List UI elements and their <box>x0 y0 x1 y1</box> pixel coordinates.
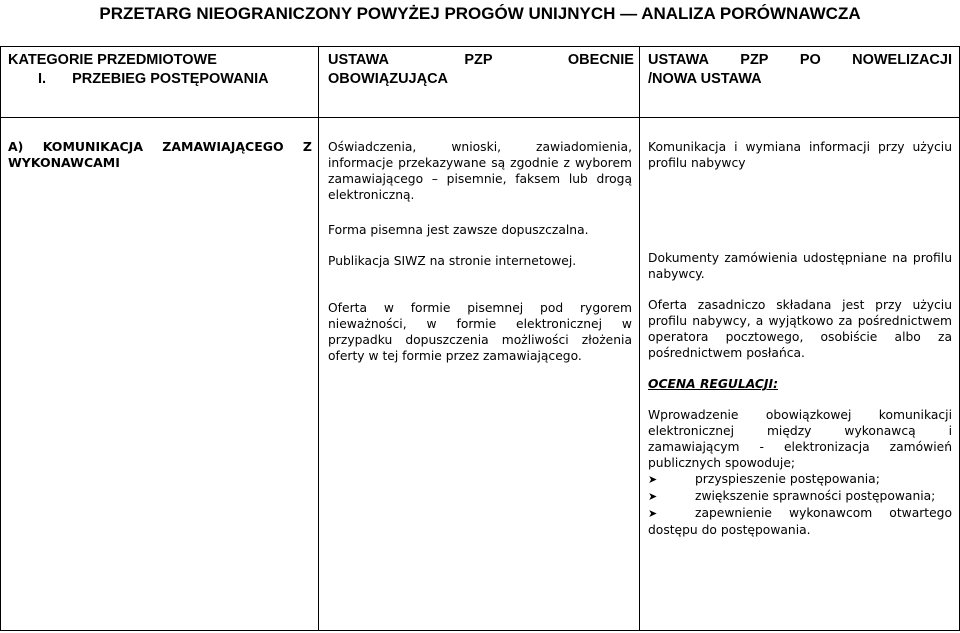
category-word: Z <box>302 139 312 154</box>
header-current-law <box>328 51 634 89</box>
bullet-text: zwiększenie sprawności postępowania; <box>695 489 936 503</box>
new-offer-submission-text: Oferta zasadniczo składana jest przy użyciu profilu nabywcy, a wyjątkowo za pośrednictwem operatora pocztowego, osobiście albo za pośrednictwem posłańca. <box>648 298 952 360</box>
new-communication-text: Komunikacja i wymiana informacji przy użyciu profilu nabywcy <box>648 140 952 170</box>
row-a-new-law <box>648 139 952 538</box>
header-word: USTAWA <box>328 52 389 68</box>
row-a-category-line2: WYKONAWCAMI <box>8 155 120 170</box>
column-divider-2 <box>639 46 640 631</box>
category-letter: A) <box>8 139 24 154</box>
table-border-left <box>0 46 1 631</box>
header-word: USTAWA <box>648 52 709 68</box>
current-communication-text: Oświadczenia, wnioski, zawiadomienia, informacje przekazywane są zgodnie z wyborem zamawiającego – pisemnie, faksem lub drogą elektroniczną. <box>328 140 632 202</box>
table-border-top <box>0 46 960 47</box>
header-word: OBECNIE <box>567 52 634 68</box>
row-a-category <box>8 139 312 171</box>
bullet-item <box>648 471 952 488</box>
column-divider-1 <box>318 46 319 631</box>
bullet-item <box>648 488 952 505</box>
assessment-text: Wprowadzenie obowiązkowej komunikacji elektronicznej między wykonawcą i zamawiającym - elektronizacja zamówień publicznych spowoduje; <box>648 408 952 470</box>
arrowhead-bullet-icon: ➤ <box>648 473 658 486</box>
new-documents-text: Dokumenty zamówienia udostępniane na profilu nabywcy. <box>648 251 952 281</box>
header-new-law-line2: /NOWA USTAWA <box>648 71 762 87</box>
header-categories <box>8 51 313 89</box>
header-word: PZP <box>740 52 769 68</box>
header-word: PO <box>799 52 821 68</box>
section-number: I. <box>38 71 47 87</box>
current-siwz-publication-text: Publikacja SIWZ na stronie internetowej. <box>328 254 577 268</box>
page-title: PRZETARG NIEOGRANICZONY POWYŻEJ PROGÓW UNIJNYCH — ANALIZA PORÓWNAWCZA <box>99 4 861 23</box>
header-divider <box>0 117 960 118</box>
bullet-item <box>648 505 952 522</box>
current-written-form-text: Forma pisemna jest zawsze dopuszczalna. <box>328 223 589 237</box>
current-offer-form-text: Oferta w formie pisemnej pod rygorem nieważności, w formie elektronicznej w przypadku dopuszczenia możliwości złożenia oferty w tej formie przez zamawiającego. <box>328 301 632 363</box>
row-a-category-line1 <box>8 139 312 155</box>
category-word: ZAMAWIAJĄCEGO <box>162 139 284 154</box>
header-word: NOWELIZACJI <box>852 52 952 68</box>
bullet-text: przyspieszenie postępowania; <box>695 472 880 486</box>
section-title: PRZEBIEG POSTĘPOWANIA <box>72 71 269 87</box>
header-categories-title: KATEGORIE PRZEDMIOTOWE <box>8 52 217 68</box>
assessment-heading: OCENA REGULACJI: <box>648 377 778 391</box>
bullet-text: zapewnienie wykonawcom otwartego <box>695 506 952 520</box>
arrowhead-bullet-icon: ➤ <box>648 490 658 503</box>
arrowhead-bullet-icon: ➤ <box>648 507 658 520</box>
header-current-law-line2: OBOWIĄZUJĄCA <box>328 71 449 87</box>
row-a-current-law <box>328 139 632 364</box>
header-section-i <box>8 70 313 89</box>
table-border-bottom <box>0 630 960 631</box>
header-new-law <box>648 51 952 89</box>
category-word: KOMUNIKACJA <box>42 139 143 154</box>
header-word: PZP <box>464 52 493 68</box>
bullet-continuation-text: dostępu do postępowania. <box>648 523 811 537</box>
